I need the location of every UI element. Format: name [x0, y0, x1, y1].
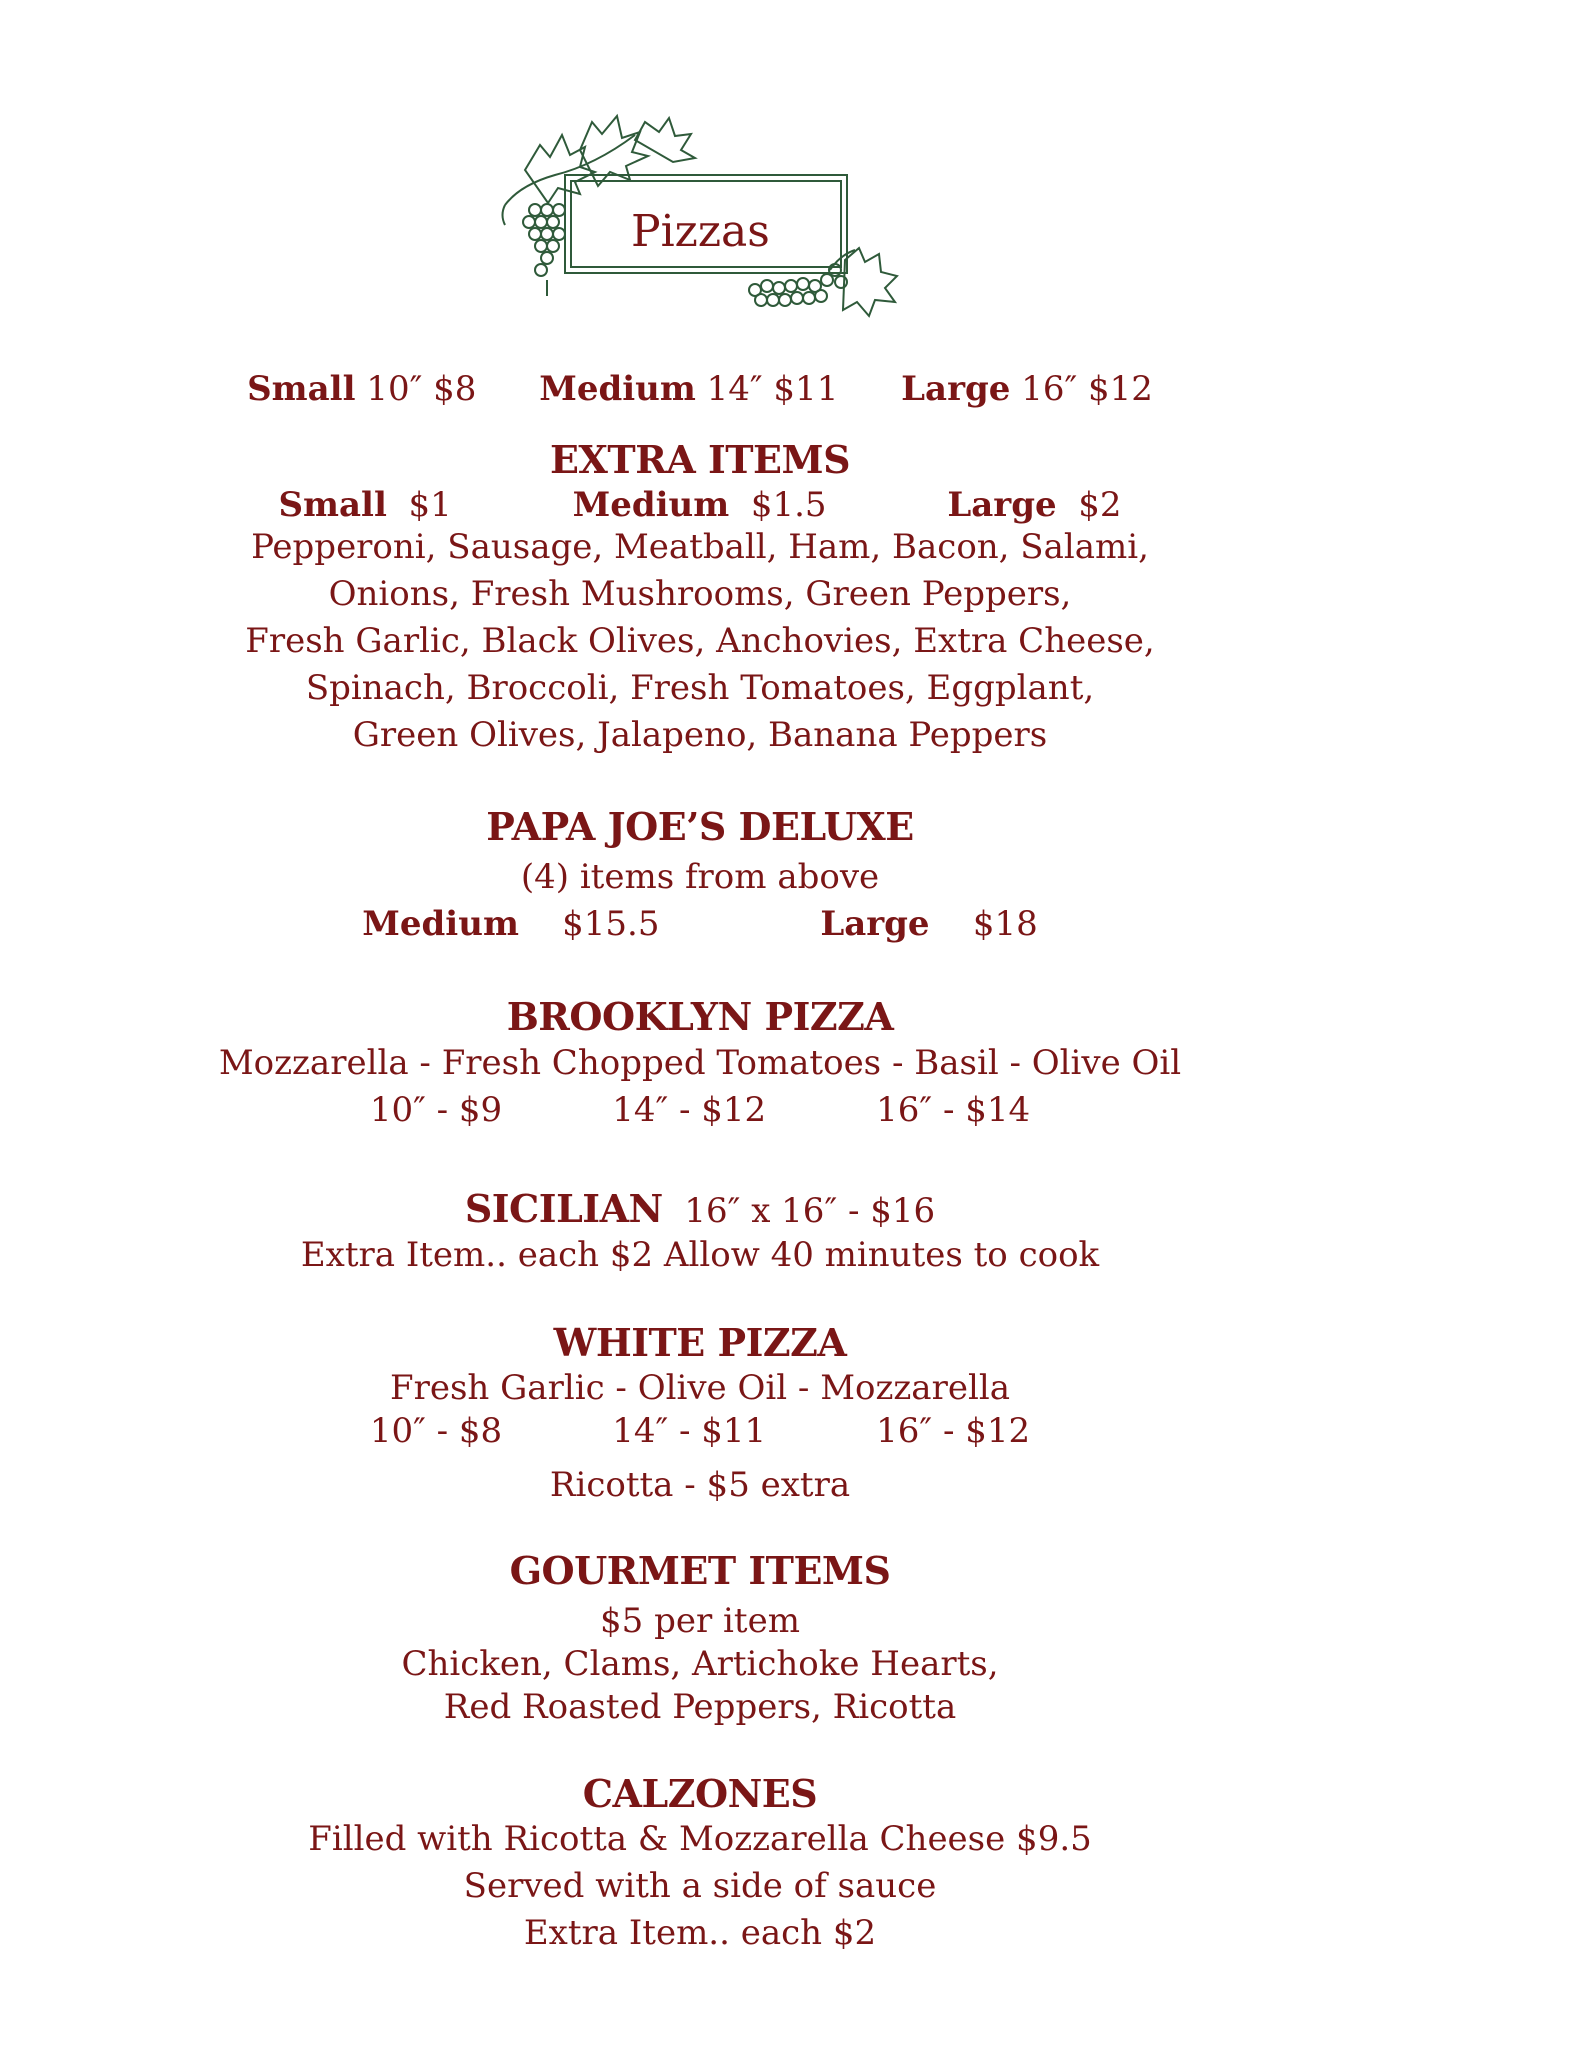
brooklyn-price: 10″ - $9	[369, 1090, 503, 1130]
page-title: Pizzas	[631, 206, 770, 257]
sicilian-heading: SICILIAN	[464, 1186, 663, 1231]
extra-size-price: $1.5	[750, 485, 827, 525]
deluxe-size-label: Medium	[362, 904, 519, 944]
deluxe-prices	[0, 904, 1400, 944]
gourmet-line: Red Roasted Peppers, Ricotta	[443, 1687, 957, 1727]
gourmet-line: Chicken, Clams, Artichoke Hearts,	[401, 1644, 999, 1684]
brooklyn-description: Mozzarella - Fresh Chopped Tomatoes - Basil - Olive Oil	[218, 1043, 1182, 1083]
extra-size-label: Medium	[572, 485, 730, 525]
extra-size-price: $1	[408, 485, 452, 525]
extra-items-line: Onions, Fresh Mushrooms, Green Peppers,	[328, 574, 1072, 614]
deluxe-size-label: Large	[820, 904, 930, 944]
sicilian-size-price: 16″ x 16″ - $16	[684, 1191, 936, 1231]
extra-items-line: Pepperoni, Sausage, Meatball, Ham, Bacon, Salami,	[251, 527, 1149, 567]
base-size-price: 10″ $8	[366, 369, 477, 409]
white-pizza-price: 14″ - $11	[612, 1411, 767, 1451]
brooklyn-heading: BROOKLYN PIZZA	[506, 994, 894, 1039]
calzones-line: Filled with Ricotta & Mozzarella Cheese $9.5	[308, 1819, 1092, 1859]
white-pizza-prices	[0, 1411, 1400, 1451]
extra-size-price: $2	[1078, 485, 1122, 525]
sicilian-row	[0, 1186, 1400, 1231]
white-pizza-description: Fresh Garlic - Olive Oil - Mozzarella	[390, 1368, 1010, 1408]
extra-size-label: Small	[278, 485, 387, 525]
deluxe-subtitle: (4) items from above	[520, 857, 880, 897]
white-pizza-price: 16″ - $12	[876, 1411, 1031, 1451]
extra-items-line: Spinach, Broccoli, Fresh Tomatoes, Eggplant,	[305, 668, 1095, 708]
gourmet-subtitle: $5 per item	[600, 1601, 800, 1641]
deluxe-size-price: $18	[972, 904, 1038, 944]
sicilian-note: Extra Item.. each $2 Allow 40 minutes to cook	[300, 1235, 1100, 1275]
brooklyn-price: 16″ - $14	[876, 1090, 1031, 1130]
white-pizza-heading: WHITE PIZZA	[553, 1320, 847, 1365]
extra-items-heading: EXTRA ITEMS	[549, 437, 851, 482]
base-size-label: Medium	[539, 369, 696, 409]
calzones-line: Served with a side of sauce	[463, 1866, 937, 1906]
base-size-label: Large	[901, 369, 1011, 409]
calzones-heading: CALZONES	[582, 1771, 818, 1816]
base-size-label: Small	[247, 369, 356, 409]
deluxe-heading: PAPA JOE’S DELUXE	[486, 804, 914, 849]
base-size-price: 16″ $12	[1021, 369, 1153, 409]
extra-items-prices	[0, 485, 1400, 525]
base-sizes-row	[0, 369, 1400, 409]
extra-items-line: Fresh Garlic, Black Olives, Anchovies, Extra Cheese,	[245, 621, 1155, 661]
white-pizza-price: 10″ - $8	[369, 1411, 503, 1451]
calzones-line: Extra Item.. each $2	[523, 1913, 877, 1953]
gourmet-heading: GOURMET ITEMS	[509, 1548, 891, 1593]
brooklyn-prices	[0, 1090, 1400, 1130]
brooklyn-price: 14″ - $12	[612, 1090, 767, 1130]
extra-size-label: Large	[947, 485, 1057, 525]
deluxe-size-price: $15.5	[562, 904, 660, 944]
extra-items-line: Green Olives, Jalapeno, Banana Peppers	[352, 715, 1048, 755]
white-pizza-ricotta: Ricotta - $5 extra	[549, 1465, 851, 1505]
base-size-price: 14″ $11	[706, 369, 839, 409]
